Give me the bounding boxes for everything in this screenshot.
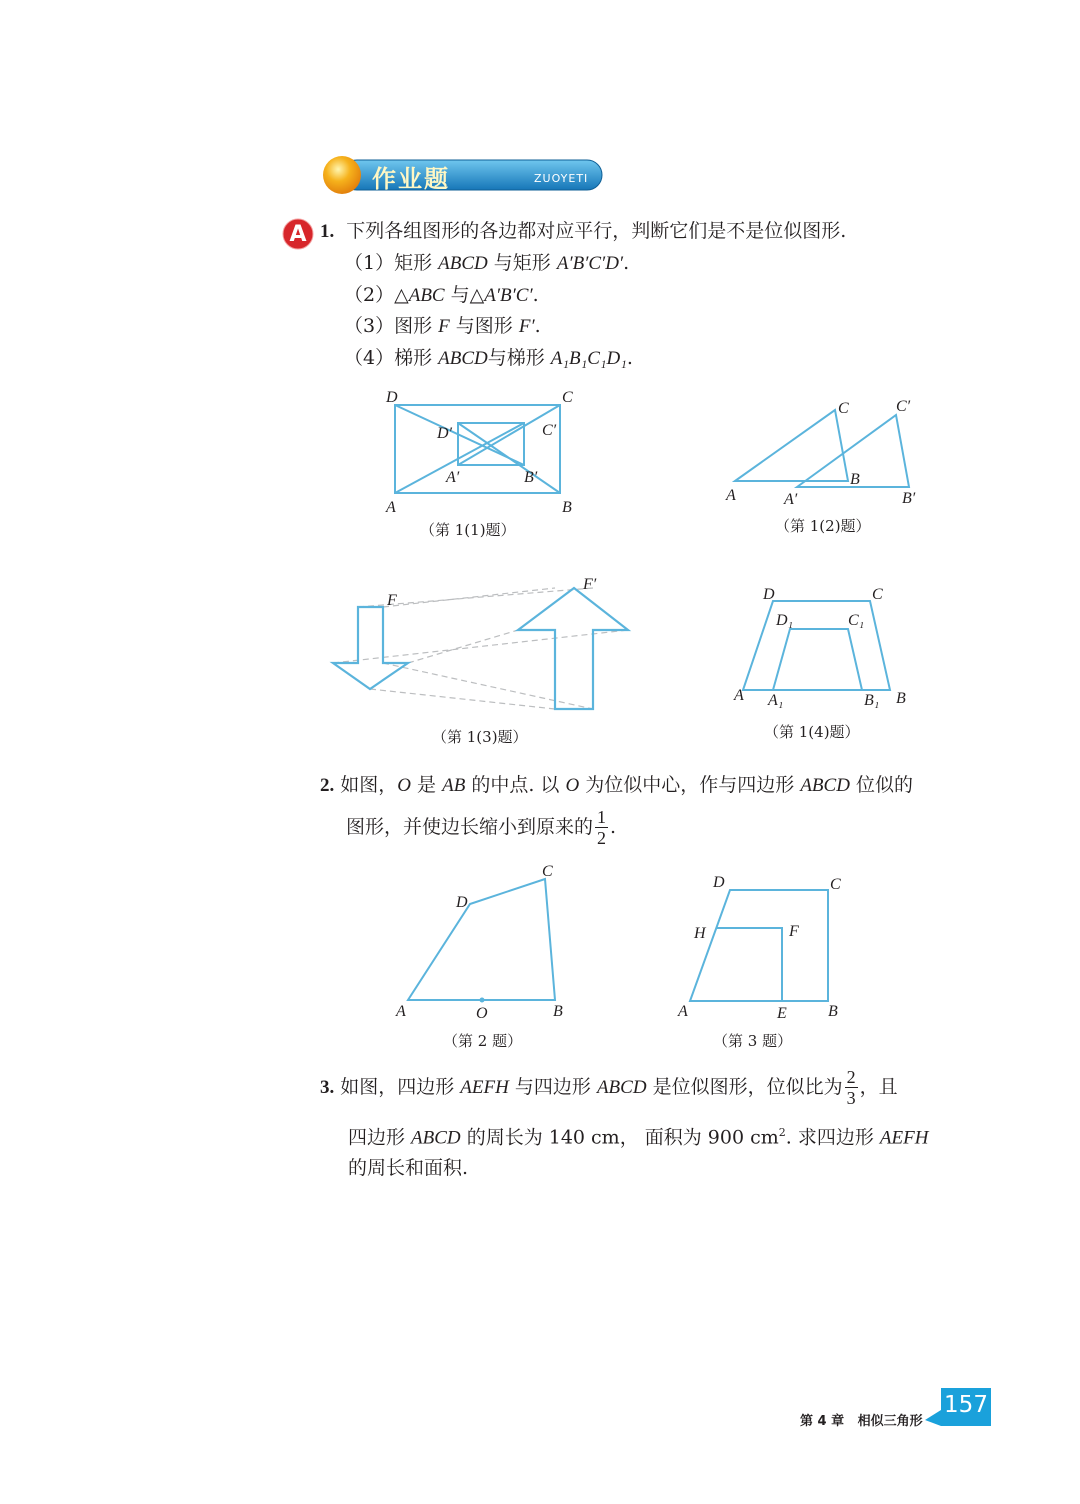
quadrilateral-aefh [716,928,782,1001]
q2-line-2: 图形，并使边长缩小到原来的 $\frac{1}{2}$ . [346,807,617,848]
label-Ap: A′ [446,469,460,486]
label-C: C [830,876,841,893]
figure-2 [390,862,580,1022]
label-F: F [789,923,799,940]
label-B: B [828,1003,838,1020]
q1-number: 1. [320,221,335,242]
label-C: C [838,400,849,417]
label-C: C [542,863,553,880]
label-Fp: F′ [583,576,597,593]
label-Bp: B′ [524,469,538,486]
q1-text: 下列各组图形的各边都对应平行，判断它们是不是位似图形. [346,220,847,242]
badge-letter: A [289,222,307,247]
q1-item-4: （4）梯形 ABCD与梯形 A₁B₁C₁D₁. [344,347,633,369]
label-O: O [476,1005,488,1022]
q1-item-1: （1）矩形 ABCD 与矩形 A′B′C′D′. [344,252,630,274]
label-B1: B₁ [864,692,880,709]
arrow-up-Fp [518,588,628,709]
label-A: A [396,1003,406,1020]
label-A: A [726,487,736,504]
trapezoid-abcd [743,601,890,690]
label-C1: C₁ [848,612,865,629]
trapezoid-a1b1c1d1 [773,629,862,690]
label-Bp: B′ [902,490,916,507]
caption-fig-2: （第 2 题） [443,1032,523,1050]
label-F: F [387,592,397,609]
figure-1-3 [325,575,635,720]
label-C: C [872,586,883,603]
figure-1-1 [380,385,590,515]
label-D: D [386,389,398,406]
q2-line-1: 2. 如图，O 是 AB 的中点. 以 O 为位似中心，作与四边形 ABCD 位似的 [320,774,913,796]
label-A1: A₁ [768,692,784,709]
fraction-two-thirds: $\frac{2}{3}$ [846,1067,856,1108]
label-D1: D₁ [776,612,794,629]
q1-item-3: （3）图形 F 与图形 F′. [344,315,541,337]
label-D: D [763,586,775,603]
section-banner [322,156,604,194]
label-A: A [734,687,744,704]
label-Ap: A′ [784,491,798,508]
label-E: E [777,1005,787,1022]
page-number: 157 [944,1392,988,1418]
level-a-badge [282,218,314,250]
label-C: C [562,389,573,406]
figure-1-2 [720,395,930,510]
quadrilateral-abcd [408,879,555,1000]
label-B: B [896,690,906,707]
caption-fig-1-2: （第 1(2)题） [775,517,871,535]
banner-title: 作业题 [372,165,450,193]
caption-fig-1-4: （第 1(4)题） [764,723,860,741]
label-B: B [850,471,860,488]
triangle-abc [735,410,848,481]
label-A: A [386,499,396,516]
q1-item-2: （2）△ABC 与△A′B′C′. [344,284,539,306]
footer-chapter: 第 4 章 相似三角形 [800,1414,923,1429]
banner-subtitle: ZUOYETI [534,172,589,185]
label-A: A [678,1003,688,1020]
caption-fig-1-1: （第 1(1)题） [420,521,516,539]
q1-line [320,222,846,241]
label-D: D [456,894,468,911]
q3-line-1: 3. 如图，四边形 AEFH 与四边形 ABCD 是位似图形，位似比为 $\frac{2}{3}$ ，且 [320,1067,898,1108]
fraction-one-half: $\frac{1}{2}$ [597,807,607,848]
label-H: H [694,925,706,942]
q3-line-3: 的周长和面积. [348,1157,469,1179]
point-O [480,998,485,1003]
arrow-down-F [333,607,408,689]
label-D: D [713,874,725,891]
q3-line-2: 四边形 ABCD 的周长为 140 cm， 面积为 900 $cm^2$. 求四边形 AEFH [348,1126,929,1149]
label-B: B [553,1003,563,1020]
figure-3 [670,870,860,1020]
label-Dp: D′ [437,425,453,442]
caption-fig-1-3: （第 1(3)题） [432,728,528,746]
label-B: B [562,499,572,516]
label-Cp: C′ [542,422,557,439]
caption-fig-3: （第 3 题） [713,1032,793,1050]
label-Cp: C′ [896,398,911,415]
quadrilateral-abcd [690,890,828,1001]
figure-1-4 [730,583,920,708]
